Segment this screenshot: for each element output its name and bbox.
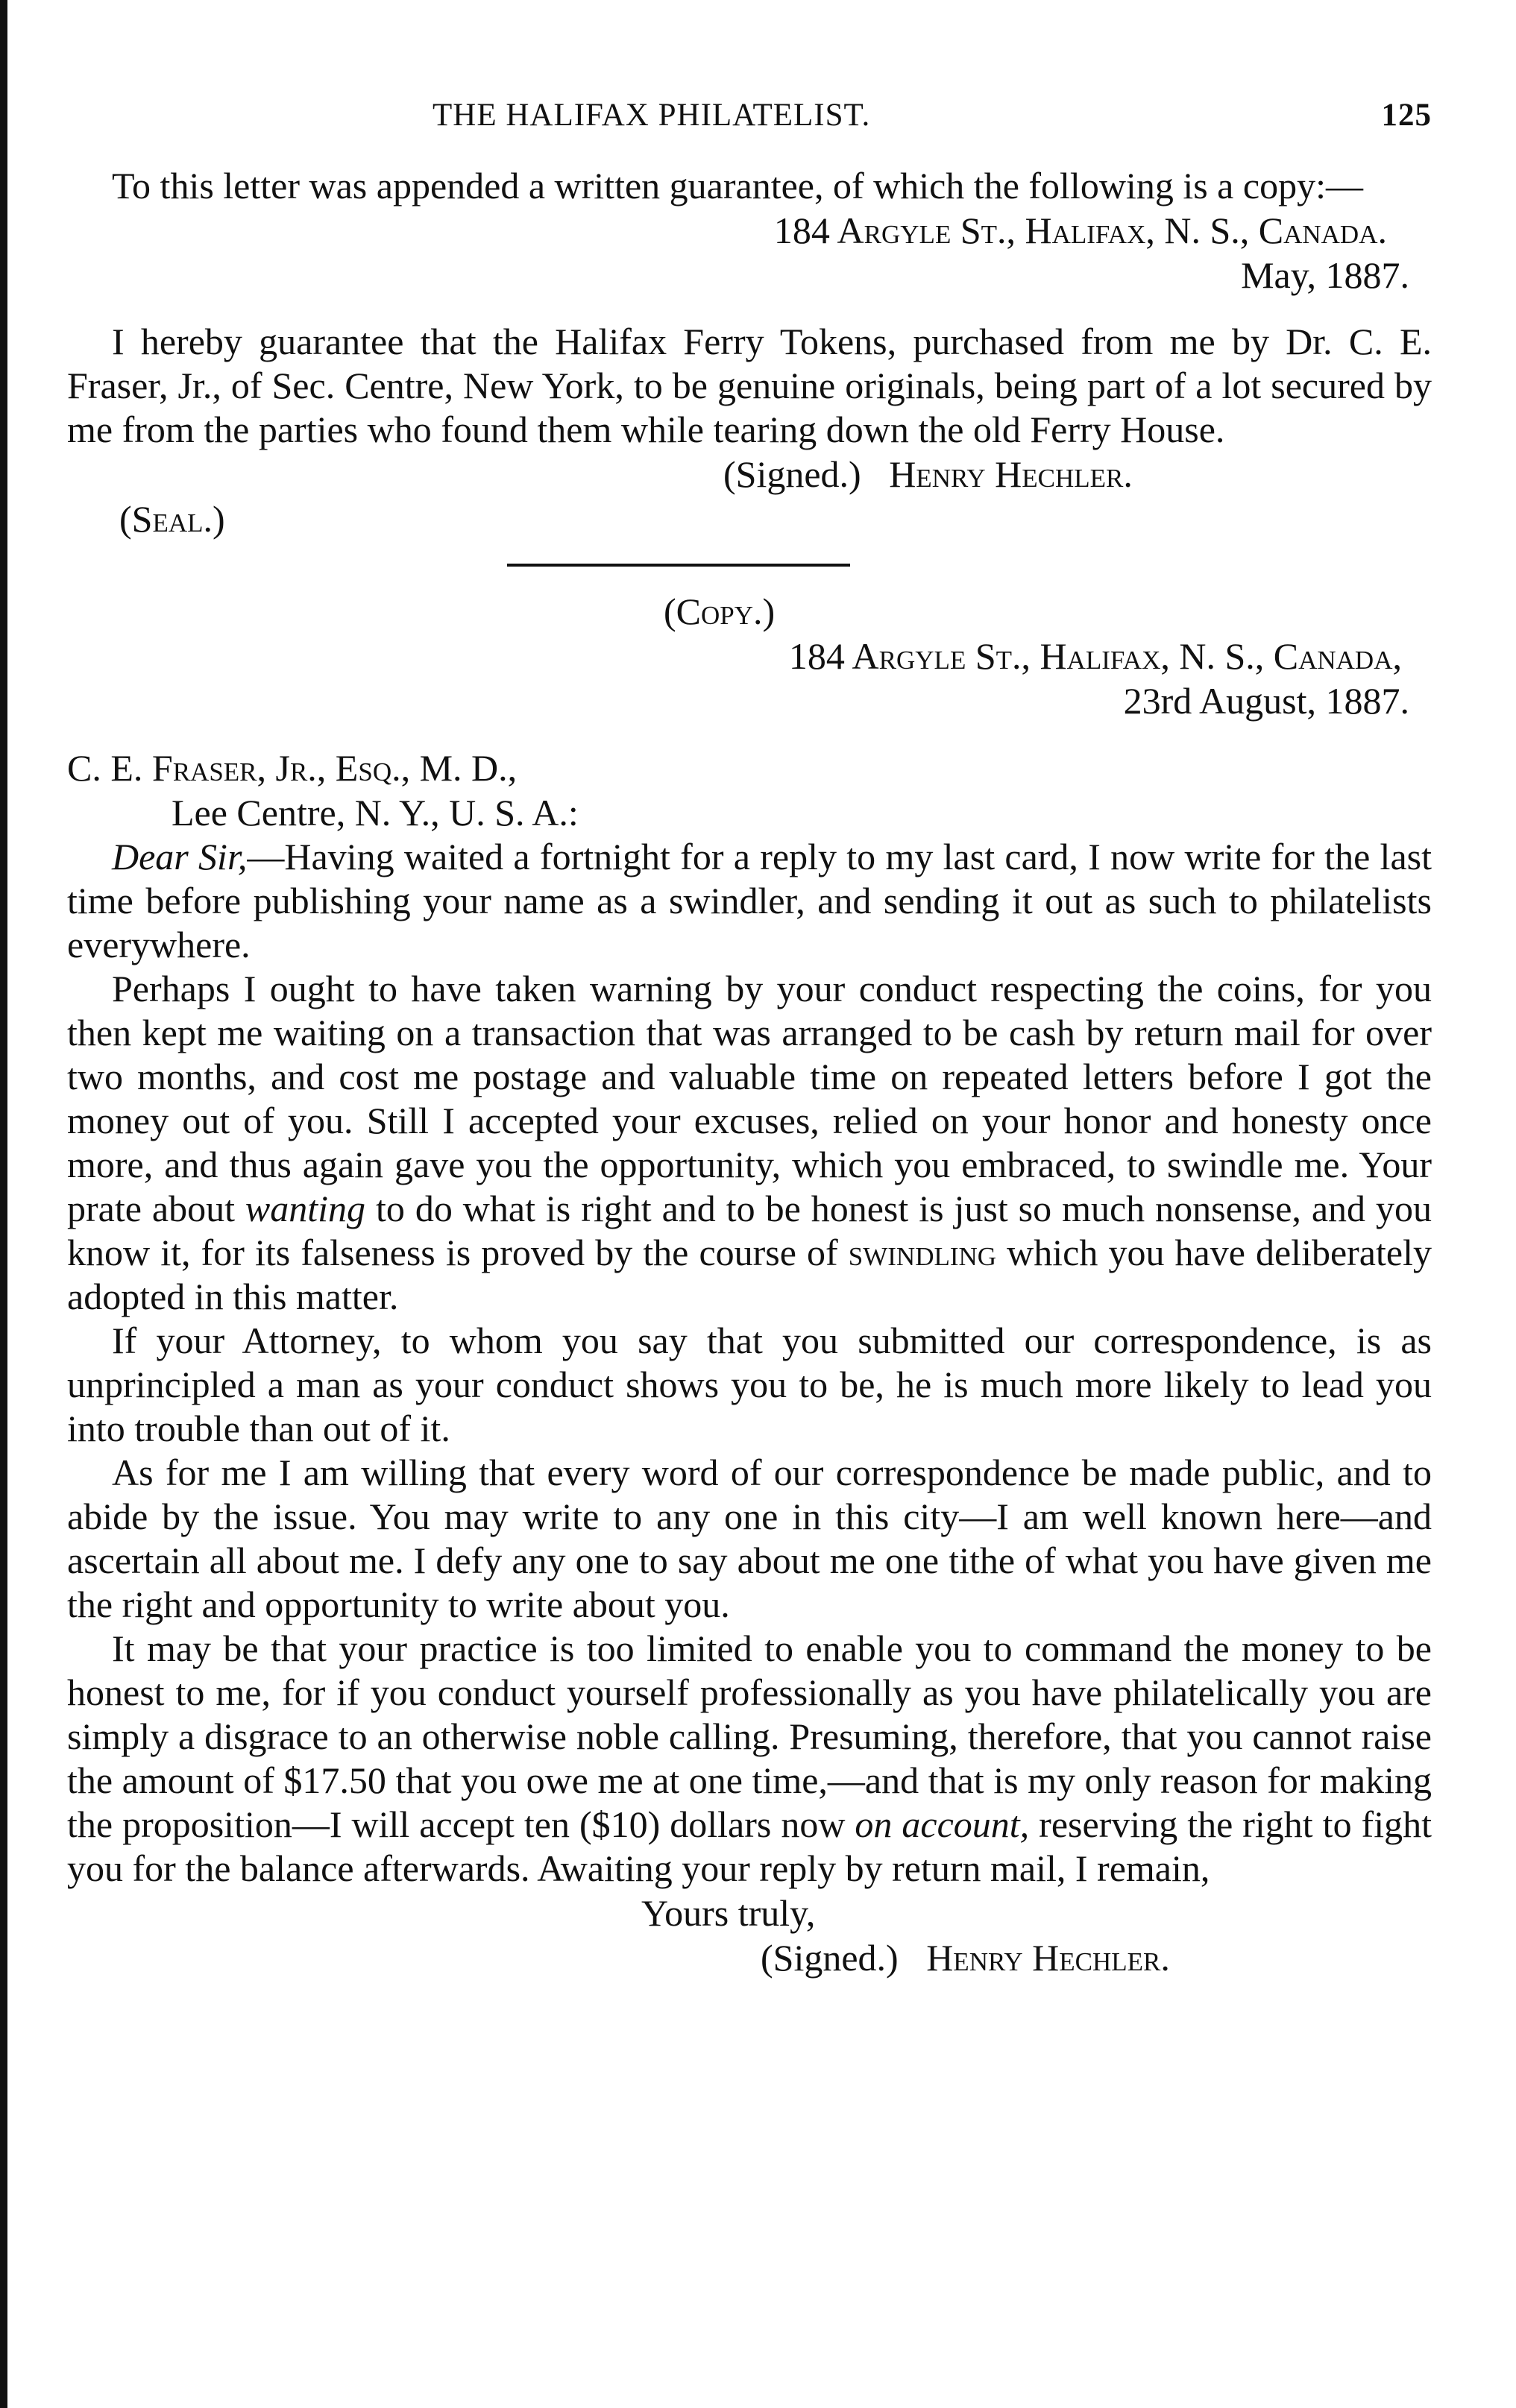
guarantee-body: I hereby guarantee that the Halifax Ferry Tokens, purchased from me by Dr. C. E. Fraser, Jr., of Sec. Centre, New York, to be genuine originals, being part of a lot secured by me from the parties who found them while tearing down the old Ferry House. — [67, 321, 1432, 450]
guarantee-intro: To this letter was appended a written guarantee, of which the following is a copy:— — [112, 165, 1363, 207]
running-head — [67, 97, 1432, 142]
paragraph-2-text-b: to do what is right and to be honest is just so much nonsense, and you know it, for its falseness is proved by the course of — [67, 1188, 1432, 1273]
guarantee-signature — [67, 452, 1432, 497]
salutation: Dear Sir, — [112, 836, 248, 877]
signer-name: Henry Hechler. — [889, 453, 1133, 495]
running-title: THE HALIFAX PHILATELIST. — [433, 98, 871, 133]
letter-paragraph-3: If your Attorney, to whom you say that you submitted our correspondence, is as unprincipled a man as your conduct shows you to be, he is much more likely to lead you into trouble than out of it. — [67, 1320, 1432, 1449]
guarantee-date: May, 1887. — [1241, 254, 1409, 296]
letter-address: 184 Argyle St., Halifax, N. S., Canada, — [788, 635, 1402, 677]
addressee-place: Lee Centre, N. Y., U. S. A.: — [172, 792, 579, 833]
paragraph-5-text-a: It may be that your practice is too limited to enable you to command the money to be honest to me, for if you conduct yourself professionally as you have philatelically you are simply a disgrace to an otherwise noble calling. Presuming, therefore, that you cannot raise the amount of $17.50 that you owe me at one time,—and that is my only reason for making the proposition—I will accept ten ($10) dollars now — [67, 1627, 1432, 1845]
section-divider — [507, 564, 850, 567]
seal-label: (Seal.) — [119, 498, 225, 540]
emphasis-on-account: on account, — [855, 1803, 1030, 1845]
smallcaps-swindling: swindling — [848, 1232, 997, 1273]
page-number: 125 — [1381, 98, 1432, 133]
letter-paragraph-2 — [67, 967, 1432, 1319]
document-page — [67, 97, 1432, 1980]
letter-date: 23rd August, 1887. — [1123, 680, 1409, 722]
paragraph-5-text-b: reserving the right to fight you for the balance afterwards. Awaiting your reply by return mail, I remain, — [67, 1803, 1432, 1889]
paragraph-1-text: —Having waited a fortnight for a reply to my last card, I now write for the last time before publishing your name as a swindler, and sending it out as such to philatelists everywhere. — [67, 836, 1432, 965]
letter-signed-label: (Signed.) — [761, 1937, 899, 1979]
letter-signature — [67, 1935, 1432, 1980]
letter-signer-name: Henry Hechler. — [926, 1937, 1170, 1979]
letter-paragraph-5 — [67, 1627, 1432, 1891]
letter-paragraph-4: As for me I am willing that every word of our correspondence be made public, and to abide by the issue. You may write to any one in this city—I am well known here—and ascertain all about me. I defy any one to say about me one tithe of what you have given me the right and opportunity to write about you. — [67, 1452, 1432, 1625]
emphasis-wanting: wanting — [245, 1188, 366, 1229]
addressee-name: C. E. Fraser, Jr., Esq., M. D., — [67, 747, 518, 789]
guarantee-address: 184 Argyle St., Halifax, N. S., Canada. — [773, 209, 1387, 251]
paragraph-2-text-c: which you have deliberately adopted in this matter. — [67, 1232, 1432, 1317]
paragraph-2-text-a: Perhaps I ought to have taken warning by your conduct respecting the coins, for you then kept me waiting on a transaction that was arranged to be cash by return mail for over two months, and cost me postage and valuable time on repeated letters before I got the money out of you. Still I accepted your excuses, relied on your honor and honesty once more, and thus again gave you the opportunity, which you embraced, to swindle me. Your prate about — [67, 968, 1432, 1229]
copy-label: (Copy.) — [664, 590, 776, 632]
signed-label: (Signed.) — [723, 453, 861, 495]
page-binding-edge — [0, 0, 7, 2408]
letter-paragraph-1 — [67, 835, 1432, 967]
closing-line: Yours truly, — [641, 1892, 816, 1934]
